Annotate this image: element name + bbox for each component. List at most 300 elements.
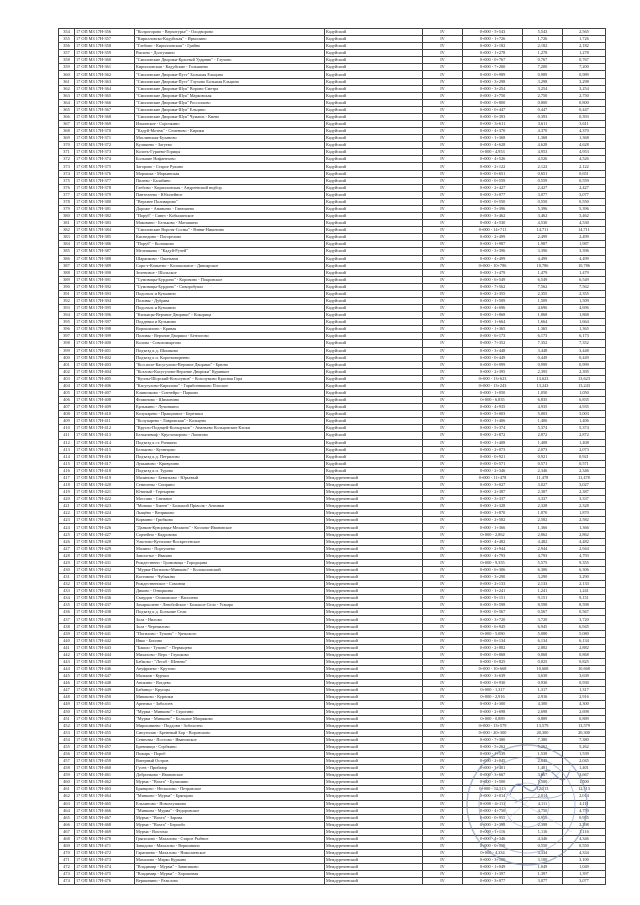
road-code-cell: 17 ОП МЗ 17Н-365 — [75, 92, 135, 99]
length-cell: 3,396 — [523, 248, 563, 255]
table-row — [59, 510, 606, 517]
handwritten-signature — [505, 755, 575, 815]
row-number-cell: 356 — [59, 43, 75, 50]
row-number-cell: 461 — [59, 786, 75, 793]
length-cell: 2,862 — [523, 531, 563, 538]
length-cell: 3,611 — [523, 121, 563, 128]
road-name-cell: Поливы - Верхние Дворики - Безногово — [135, 333, 325, 340]
total-length-cell: 4,111 — [563, 800, 606, 807]
table-row — [59, 673, 606, 680]
table-row — [59, 616, 606, 623]
length-cell: 4,346 — [523, 835, 563, 842]
category-cell: IV — [423, 736, 463, 743]
total-length-cell: 1,368 — [563, 135, 606, 142]
km-range-cell: 0+000 - 3+396 — [463, 248, 523, 255]
km-range-cell: 0+000 - 4+750 — [463, 807, 523, 814]
row-number-cell: 424 — [59, 524, 75, 531]
category-cell: IV — [423, 36, 463, 43]
km-range-cell: 0+000 - 4+628 — [463, 142, 523, 149]
road-name-cell: Моссано - Снежное — [135, 496, 325, 503]
road-name-cell: Бабинцо - Крупцы — [135, 687, 325, 694]
km-range-cell: 0+000 - 1+406 — [463, 418, 523, 425]
table-row — [59, 489, 606, 496]
road-name-cell: Сипугилав - Бреневый Бор - Воронсково — [135, 729, 325, 736]
km-range-cell: 0+000 - 2+698 — [463, 708, 523, 715]
district-cell: Кадуйский — [325, 312, 423, 319]
row-number-cell: 458 — [59, 765, 75, 772]
km-range-cell: 0+000 - 4+111 — [463, 800, 523, 807]
road-name-cell: Подъезд к д. Петрилово — [135, 453, 325, 460]
category-cell: IV — [423, 71, 463, 78]
length-cell: 4,526 — [523, 156, 563, 163]
length-cell: 2,944 — [523, 545, 563, 552]
length-cell: 6,134 — [523, 637, 563, 644]
district-cell: Междуреченский — [325, 637, 423, 644]
table-row — [59, 397, 606, 404]
category-cell: IV — [423, 616, 463, 623]
road-name-cell: Подольск и Кузьмино — [135, 290, 325, 297]
road-name-cell: Поливы - Дубрава — [135, 297, 325, 304]
road-name-cell: Брянцово - Несколово - Петровское — [135, 786, 325, 793]
category-cell: IV — [423, 807, 463, 814]
road-code-cell: 17 ОП МЗ 17Н-401 — [75, 347, 135, 354]
total-length-cell: 2,916 — [563, 694, 606, 701]
category-cell: IV — [423, 29, 463, 36]
category-cell: IV — [423, 864, 463, 871]
road-name-cell: Добричково - Ивановское — [135, 772, 325, 779]
km-range-cell: 0+000 - 3+290 — [463, 574, 523, 581]
road-name-cell: "Кадуй-Мотеж" - Семеново - Кирики — [135, 128, 325, 135]
category-cell: IV — [423, 574, 463, 581]
row-number-cell: 452 — [59, 722, 75, 729]
km-range-cell: 0+000 - 2+395 — [463, 368, 523, 375]
road-name-cell: Гусев - Прибаюр — [135, 765, 325, 772]
road-name-cell: Кастимно - Чубыкiно — [135, 574, 325, 581]
road-code-cell: 17 ОП МЗ 17Н-410 — [75, 411, 135, 418]
km-range-cell: 0+000 - 0+989 — [463, 71, 523, 78]
category-cell: IV — [423, 156, 463, 163]
table-row — [59, 177, 606, 184]
road-code-cell: 17 ОП МЗ 17Н-375 — [75, 163, 135, 170]
row-number-cell: 387 — [59, 262, 75, 269]
road-name-cell: Поддевки и Кузьмино — [135, 319, 325, 326]
row-number-cell: 368 — [59, 128, 75, 135]
road-name-cell: "Мурма-Погилово-Минково" - Колоколовский — [135, 566, 325, 573]
road-code-cell: 17 ОП МЗ 17Н-399 — [75, 333, 135, 340]
row-number-cell: 417 — [59, 474, 75, 481]
row-number-cell: 456 — [59, 750, 75, 757]
total-length-cell: 0,449 — [563, 354, 606, 361]
category-cell: IV — [423, 312, 463, 319]
road-code-cell: 17 ОП МЗ 17Н-453 — [75, 715, 135, 722]
road-code-cell: 17 ОП МЗ 17Н-442 — [75, 637, 135, 644]
length-cell: 0,999 — [523, 361, 563, 368]
total-length-cell: 4,370 — [563, 128, 606, 135]
total-length-cell: 1,050 — [563, 389, 606, 396]
km-range-cell: 0+000 - 1+509 — [463, 297, 523, 304]
km-range-cell: 0+000 - 0+921 — [463, 453, 523, 460]
road-name-cell: Колоть-Гуряево-Горицы — [135, 149, 325, 156]
length-cell: 0,989 — [523, 71, 563, 78]
road-code-cell: 17 ОП МЗ 17Н-387 — [75, 248, 135, 255]
district-cell: Кадуйский — [325, 57, 423, 64]
row-number-cell: 427 — [59, 545, 75, 552]
road-name-cell: Бревнищи - Сорбкино — [135, 743, 325, 750]
district-cell: Кадуйский — [325, 404, 423, 411]
table-row — [59, 878, 606, 885]
length-cell: 5,543 — [523, 29, 563, 36]
row-number-cell: 381 — [59, 220, 75, 227]
total-length-cell: 4,482 — [563, 538, 606, 545]
road-name-cell: Подъезд к ст. Ричкино — [135, 439, 325, 446]
category-cell: IV — [423, 290, 463, 297]
length-cell: 1,366 — [523, 524, 563, 531]
road-code-cell: 17 ОП МЗ 17Н-476 — [75, 878, 135, 885]
district-cell: Кадуйский — [325, 248, 423, 255]
total-length-cell: 2,882 — [563, 644, 606, 651]
district-cell: Междуреченский — [325, 786, 423, 793]
road-name-cell: Мурма - "Вохта" - Бериобо — [135, 821, 325, 828]
row-number-cell: 429 — [59, 559, 75, 566]
road-name-cell: Ануфриево - Крутово — [135, 666, 325, 673]
row-number-cell: 397 — [59, 333, 75, 340]
district-cell: Кадуйский — [325, 255, 423, 262]
table-row — [59, 50, 606, 57]
category-cell: IV — [423, 234, 463, 241]
km-range-cell: 0+000 - 6,835 — [463, 397, 523, 404]
road-name-cell: Зола - Нилово — [135, 616, 325, 623]
row-number-cell: 380 — [59, 213, 75, 220]
row-number-cell: 441 — [59, 644, 75, 651]
road-name-cell: "Владимир - Мурма" - Зависиково — [135, 864, 325, 871]
road-name-cell: Лыщёво - Веприково — [135, 510, 325, 517]
total-length-cell: 7,200 — [563, 64, 606, 71]
road-name-cell: Малиново - Бевизьево - Юрьевый — [135, 474, 325, 481]
road-name-cell: Зеленовое - Шольское — [135, 269, 325, 276]
category-cell: IV — [423, 78, 463, 85]
category-cell: IV — [423, 113, 463, 120]
total-length-cell: 0,889 — [563, 715, 606, 722]
road-name-cell: Соро-т-Копытно - Колокольное - Дивоярское — [135, 262, 325, 269]
road-code-cell: 17 ОП МЗ 17Н-460 — [75, 765, 135, 772]
road-code-cell: 17 ОП МЗ 17Н-358 — [75, 43, 135, 50]
total-length-cell: 3,254 — [563, 85, 606, 92]
category-cell: IV — [423, 694, 463, 701]
row-number-cell: 439 — [59, 630, 75, 637]
category-cell: IV — [423, 871, 463, 878]
table-row — [59, 170, 606, 177]
district-cell: Междуреченский — [325, 482, 423, 489]
district-cell: Кадуйский — [325, 340, 423, 347]
category-cell: IV — [423, 630, 463, 637]
road-name-cell: "Владимир - Мурма" - Хорошевая — [135, 871, 325, 878]
km-range-cell: 0+000 - 0+930 — [463, 680, 523, 687]
row-number-cell: 411 — [59, 432, 75, 439]
km-range-cell: 0+000 - 0+393 — [463, 113, 523, 120]
category-cell: IV — [423, 566, 463, 573]
length-cell: 4,499 — [523, 255, 563, 262]
category-cell: IV — [423, 128, 463, 135]
km-range-cell: 0+000 - 3+448 — [463, 347, 523, 354]
road-code-cell: 17 ОП МЗ 17Н-462 — [75, 779, 135, 786]
km-range-cell: 0+000 - 11+478 — [463, 474, 523, 481]
row-number-cell: 430 — [59, 566, 75, 573]
row-number-cell: 437 — [59, 616, 75, 623]
total-length-cell: 6,549 — [563, 276, 606, 283]
category-cell: IV — [423, 149, 463, 156]
district-cell: Кадуйский — [325, 326, 423, 333]
length-cell: 4,300 — [523, 701, 563, 708]
road-code-cell: 17 ОП МЗ 17Н-362 — [75, 71, 135, 78]
table-row — [59, 106, 606, 113]
table-row — [59, 389, 606, 396]
district-cell: Междуреченский — [325, 772, 423, 779]
road-name-cell: Рождественское - Сомовчи — [135, 581, 325, 588]
row-number-cell: 457 — [59, 758, 75, 765]
table-row — [59, 71, 606, 78]
category-cell: IV — [423, 425, 463, 432]
district-cell: Междуреченский — [325, 715, 423, 722]
road-code-cell: 17 ОП МЗ 17Н-394 — [75, 297, 135, 304]
table-row — [59, 432, 606, 439]
district-cell: Междуреченский — [325, 588, 423, 595]
district-cell: Междуреченский — [325, 850, 423, 857]
km-range-cell: 0+000 - 0+567 — [463, 609, 523, 616]
table-row — [59, 595, 606, 602]
category-cell: IV — [423, 772, 463, 779]
table-row — [59, 142, 606, 149]
road-name-cell: Мирошниево - Поддовн - Зоболотно — [135, 722, 325, 729]
length-cell: 5,080 — [523, 630, 563, 637]
road-name-cell: Бабково - "Лесоб - Шенево" — [135, 658, 325, 665]
km-range-cell: 0+000 - 4,953 — [463, 149, 523, 156]
road-code-cell: 17 ОП МЗ 17Н-371 — [75, 135, 135, 142]
length-cell: 1,870 — [523, 510, 563, 517]
district-cell: Кадуйский — [325, 191, 423, 198]
road-code-cell: 17 ОП МЗ 17Н-373 — [75, 149, 135, 156]
km-range-cell: 0+000 - 1+500 — [463, 779, 523, 786]
district-cell: Междуреченский — [325, 793, 423, 800]
row-number-cell: 363 — [59, 92, 75, 99]
road-name-cell: Подъезд к д. Большие Сели — [135, 609, 325, 616]
district-cell: Междуреченский — [325, 835, 423, 842]
length-cell: 4,793 — [523, 552, 563, 559]
category-cell: IV — [423, 142, 463, 149]
road-code-cell: 17 ОП МЗ 17Н-468 — [75, 821, 135, 828]
total-length-cell: 2,872 — [563, 432, 606, 439]
total-length-cell: 0,989 — [563, 71, 606, 78]
row-number-cell: 426 — [59, 538, 75, 545]
road-name-cell: Ерлыкино - Лучинкино — [135, 404, 325, 411]
road-code-cell: 17 ОП МЗ 17Н-444 — [75, 651, 135, 658]
road-name-cell: Пантелеево - Юбилейное — [135, 191, 325, 198]
row-number-cell: 453 — [59, 729, 75, 736]
road-code-cell: 17 ОП МЗ 17Н-361 — [75, 64, 135, 71]
length-cell: 0,825 — [523, 658, 563, 665]
total-length-cell: 3,667 — [563, 772, 606, 779]
km-range-cell: 0+000 - 6+173 — [463, 333, 523, 340]
length-cell: 12,513 — [523, 786, 563, 793]
category-cell: IV — [423, 673, 463, 680]
row-number-cell: 421 — [59, 503, 75, 510]
district-cell: Междуреченский — [325, 517, 423, 524]
road-code-cell: 17 ОП МЗ 17Н-447 — [75, 673, 135, 680]
km-range-cell: 0+000 - 3+611 — [463, 121, 523, 128]
road-code-cell: 17 ОП МЗ 17Н-472 — [75, 850, 135, 857]
total-length-cell: 4,793 — [563, 552, 606, 559]
district-cell: Междуреченский — [325, 871, 423, 878]
road-name-cell: Ельхиново - Новоглушкова — [135, 800, 325, 807]
row-number-cell: 433 — [59, 588, 75, 595]
district-cell: Междуреченский — [325, 673, 423, 680]
category-cell: IV — [423, 842, 463, 849]
category-cell: IV — [423, 255, 463, 262]
total-length-cell: 4,628 — [563, 142, 606, 149]
table-row — [59, 305, 606, 312]
length-cell: 1,408 — [523, 439, 563, 446]
length-cell: 2,014 — [523, 793, 563, 800]
row-number-cell: 367 — [59, 121, 75, 128]
total-length-cell: 7,380 — [563, 736, 606, 743]
road-code-cell: 17 ОП МЗ 17Н-357 — [75, 36, 135, 43]
road-name-cell: "Смиловские Дворики-Красный Ударник" - Глухово — [135, 57, 325, 64]
total-length-cell: 0,921 — [563, 453, 606, 460]
table-row — [59, 680, 606, 687]
row-number-cell: 468 — [59, 835, 75, 842]
table-row — [59, 36, 606, 43]
km-range-cell: 0+000 - 6+549 — [463, 276, 523, 283]
category-cell: IV — [423, 715, 463, 722]
total-length-cell: 0,651 — [563, 170, 606, 177]
district-cell: Кадуйский — [325, 184, 423, 191]
category-cell: IV — [423, 347, 463, 354]
row-number-cell: 377 — [59, 191, 75, 198]
length-cell: 2,395 — [523, 368, 563, 375]
total-length-cell: 0,550 — [563, 842, 606, 849]
category-cell: IV — [423, 432, 463, 439]
category-cell: IV — [423, 651, 463, 658]
total-length-cell: 1,870 — [563, 510, 606, 517]
road-code-cell: 17 ОП МЗ 17Н-440 — [75, 623, 135, 630]
km-range-cell: 0+000 - 2+427 — [463, 184, 523, 191]
category-cell: IV — [423, 559, 463, 566]
length-cell: 3,462 — [523, 213, 563, 220]
length-cell: 2,698 — [523, 708, 563, 715]
row-number-cell: 474 — [59, 878, 75, 885]
road-code-cell: 17 ОП МЗ 17Н-448 — [75, 680, 135, 687]
total-length-cell: 1,366 — [563, 524, 606, 531]
length-cell: 1,365 — [523, 326, 563, 333]
length-cell: 0,767 — [523, 57, 563, 64]
district-cell: Междуреченский — [325, 708, 423, 715]
table-row — [59, 227, 606, 234]
table-row — [59, 163, 606, 170]
road-code-cell: 17 ОП МЗ 17Н-438 — [75, 609, 135, 616]
road-name-cell: Сеничны - Постово - Ивановское — [135, 736, 325, 743]
table-row — [59, 269, 606, 276]
length-cell: 4,696 — [523, 305, 563, 312]
road-code-cell: 17 ОП МЗ 17Н-424 — [75, 510, 135, 517]
district-cell: Кадуйский — [325, 43, 423, 50]
road-name-cell: "Смиловские Дворики-Шуя" Чумашь - Киево — [135, 113, 325, 120]
km-range-cell: 0+000 - 1+539 — [463, 750, 523, 757]
length-cell: 1,987 — [523, 241, 563, 248]
table-row — [59, 213, 606, 220]
length-cell: 0,550 — [523, 198, 563, 205]
length-cell: 0,449 — [523, 354, 563, 361]
table-row — [59, 559, 606, 566]
category-cell: IV — [423, 305, 463, 312]
length-cell: 1,500 — [523, 779, 563, 786]
district-cell: Кадуйский — [325, 262, 423, 269]
km-range-cell: 0+000 - 1+368 — [463, 135, 523, 142]
category-cell: IV — [423, 750, 463, 757]
table-row — [59, 609, 606, 616]
total-length-cell: 4,334 — [563, 850, 606, 857]
road-code-cell: 17 ОП МЗ 17Н-437 — [75, 602, 135, 609]
road-name-cell: Гараниево - Махалово - Николаевское — [135, 850, 325, 857]
length-cell: 5,003 — [523, 411, 563, 418]
total-length-cell: 1,365 — [563, 326, 606, 333]
category-cell: IV — [423, 297, 463, 304]
category-cell: IV — [423, 220, 463, 227]
total-length-cell: 4,526 — [563, 156, 606, 163]
length-cell: 13,243 — [523, 382, 563, 389]
total-length-cell: 2,122 — [563, 163, 606, 170]
row-number-cell: 434 — [59, 595, 75, 602]
length-cell: 8,598 — [523, 602, 563, 609]
district-cell: Междуреченский — [325, 814, 423, 821]
km-range-cell: 0+000 - 5,080 — [463, 630, 523, 637]
total-length-cell: 0,955 — [563, 814, 606, 821]
road-name-cell: Бельково - Кузнецово — [135, 446, 325, 453]
length-cell: 2,122 — [523, 163, 563, 170]
road-code-cell: 17 ОП МЗ 17Н-408 — [75, 397, 135, 404]
total-length-cell: 1,049 — [563, 864, 606, 871]
km-range-cell: 0+000 - 2+872 — [463, 432, 523, 439]
category-cell: IV — [423, 637, 463, 644]
table-row — [59, 503, 606, 510]
category-cell: IV — [423, 496, 463, 503]
km-range-cell: 0+000 - 0+955 — [463, 814, 523, 821]
row-number-cell: 470 — [59, 850, 75, 857]
length-cell: 4,628 — [523, 142, 563, 149]
road-code-cell: 17 ОП МЗ 17Н-372 — [75, 142, 135, 149]
km-range-cell: 0+000 - 5+543 — [463, 29, 523, 36]
district-cell: Кадуйский — [325, 283, 423, 290]
road-code-cell: 17 ОП МЗ 17Н-385 — [75, 234, 135, 241]
table-row — [59, 411, 606, 418]
km-range-cell: 0+000 - 0+868 — [463, 651, 523, 658]
district-cell: Междуреченский — [325, 474, 423, 481]
total-length-cell: 2,427 — [563, 184, 606, 191]
length-cell: 4,111 — [523, 800, 563, 807]
category-cell: IV — [423, 340, 463, 347]
row-number-cell: 455 — [59, 743, 75, 750]
row-number-cell: 369 — [59, 135, 75, 142]
district-cell: Междуреченский — [325, 864, 423, 871]
length-cell: 0,567 — [523, 609, 563, 616]
row-number-cell: 362 — [59, 85, 75, 92]
km-range-cell: 0+000 - 4+696 — [463, 305, 523, 312]
table-row — [59, 92, 606, 99]
road-name-cell: Кулишево - Загуево — [135, 142, 325, 149]
district-cell: Кадуйский — [325, 50, 423, 57]
road-name-cell: "Минково - Мурма" - Брянцово — [135, 793, 325, 800]
road-code-cell: 17 ОП МЗ 17Н-383 — [75, 220, 135, 227]
category-cell: IV — [423, 602, 463, 609]
road-name-cell: "Сумовицы-Бурдино" - Коровино - Покровское — [135, 276, 325, 283]
